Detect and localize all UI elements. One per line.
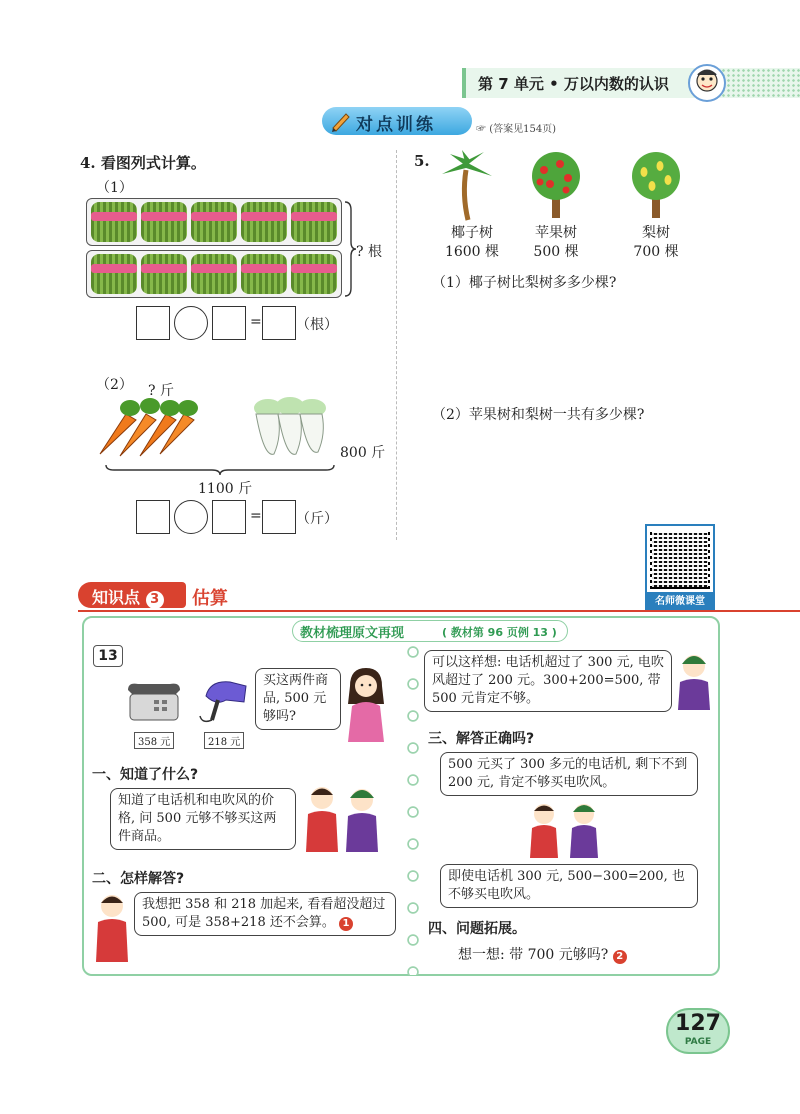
section3-bubble-1: 500 元买了 300 多元的电话机, 剩下不到 200 元, 肯定不够买电吹风。 bbox=[440, 752, 698, 796]
answer-box[interactable] bbox=[212, 306, 246, 340]
apple-tree-icon bbox=[526, 150, 586, 224]
tree-name: 梨树 bbox=[642, 225, 670, 241]
answer-note-text: (答案见154页) bbox=[489, 124, 557, 135]
equals-sign: = bbox=[250, 314, 262, 330]
asparagus-bundle-icon bbox=[241, 202, 287, 242]
magnifier-mascot-icon bbox=[688, 64, 726, 102]
answer-box[interactable] bbox=[262, 306, 296, 340]
answer-box[interactable] bbox=[212, 500, 246, 534]
asparagus-bundle-icon bbox=[191, 202, 237, 242]
asparagus-bundle-icon bbox=[191, 254, 237, 294]
section1-title: 一、知道了什么? bbox=[92, 767, 199, 783]
q5-title: 5. bbox=[414, 152, 430, 170]
dryer-price-tag: 218 元 bbox=[204, 732, 244, 749]
tree-name: 苹果树 bbox=[535, 225, 577, 241]
q4-title: 4. 看图列式计算。 bbox=[80, 154, 206, 172]
teacher-avatar bbox=[340, 664, 392, 746]
panel-heading: 教材梳理原文再现 bbox=[300, 626, 405, 641]
q4-part1-brace-label: ? 根 bbox=[356, 244, 382, 260]
knowledge-number: 3 bbox=[146, 591, 164, 609]
unit-title: 第 7 单元 • 万以内数的认识 bbox=[478, 75, 669, 93]
question-bubble: 买这两件商品, 500 元够吗? bbox=[255, 668, 341, 730]
qr-code-pattern bbox=[652, 531, 708, 587]
students-pair-avatar-2 bbox=[520, 798, 610, 862]
equals-sign: = bbox=[250, 508, 262, 524]
section2-title: 二、怎样解答? bbox=[92, 871, 185, 887]
answer-box[interactable] bbox=[262, 500, 296, 534]
q4-part2-unit: （斤） bbox=[296, 511, 338, 527]
q5-sub1: （1）椰子树比梨树多多少棵? bbox=[432, 275, 617, 291]
answer-note: ☞ (答案见154页) bbox=[476, 124, 557, 135]
pear-tree-icon bbox=[626, 150, 686, 224]
carrots-icon bbox=[96, 396, 206, 466]
q4-total-label: 1100 斤 bbox=[198, 481, 253, 497]
section1-bubble: 知道了电话机和电吹风的价格, 问 500 元够不够买这两件商品。 bbox=[110, 788, 296, 850]
section4-text: 想一想: 带 700 元够吗? bbox=[458, 947, 609, 963]
knowledge-underline bbox=[78, 610, 800, 612]
asparagus-bundle-icon bbox=[141, 254, 187, 294]
operator-circle[interactable] bbox=[174, 306, 208, 340]
section3-bubble-2: 即使电话机 300 元, 500−300=200, 也不够买电吹风。 bbox=[440, 864, 698, 908]
knowledge-pill-label: 知识点 bbox=[92, 588, 141, 607]
section4-title: 四、问题拓展。 bbox=[428, 921, 526, 937]
knowledge-title: 估算 bbox=[192, 588, 228, 609]
boy-avatar bbox=[92, 890, 132, 966]
panel-heading-sub: ( 教材第 96 页例 13 ) bbox=[442, 626, 557, 639]
right-brace-icon bbox=[343, 200, 357, 302]
section2-bubble bbox=[134, 892, 396, 936]
practice-title: 对点训练 bbox=[356, 115, 436, 135]
answer-box[interactable] bbox=[136, 500, 170, 534]
asparagus-row-1 bbox=[86, 198, 342, 246]
column-divider bbox=[396, 150, 397, 540]
section3-title: 三、解答正确吗? bbox=[428, 731, 535, 747]
marker-2: 2 bbox=[613, 950, 627, 964]
qr-label: 名师微课堂 bbox=[645, 594, 715, 610]
tree-count: 700 棵 bbox=[633, 244, 679, 260]
pencil-icon bbox=[328, 108, 354, 138]
knowledge-pill-text bbox=[92, 585, 164, 609]
page-number: 127 bbox=[675, 1011, 721, 1036]
asparagus-bundle-icon bbox=[141, 202, 187, 242]
telephone-icon bbox=[124, 676, 184, 730]
asparagus-bundle-icon bbox=[91, 202, 137, 242]
hair-dryer-icon bbox=[196, 676, 252, 732]
tree-name: 椰子树 bbox=[451, 225, 493, 241]
notebook-rings bbox=[406, 645, 420, 975]
reasoning-bubble: 可以这样想: 电话机超过了 300 元, 电吹风超过了 200 元。300+200=500, 带 500 元肯定不够。 bbox=[424, 650, 672, 712]
q5-sub2: （2）苹果树和梨树一共有多少棵? bbox=[432, 407, 645, 423]
tree-count: 500 棵 bbox=[533, 244, 579, 260]
section4-line bbox=[458, 944, 627, 964]
asparagus-bundle-icon bbox=[291, 202, 337, 242]
asparagus-bundle-icon bbox=[241, 254, 287, 294]
asparagus-row-2 bbox=[86, 250, 342, 298]
q4-part2-label: （2） bbox=[96, 377, 133, 393]
girl-avatar bbox=[672, 648, 716, 714]
students-pair-avatar bbox=[298, 780, 388, 856]
phone-price-tag: 358 元 bbox=[134, 732, 174, 749]
section2-bubble-text: 我想把 358 和 218 加起来, 看看超没超过 500, 可是 358+218 还不会算。 bbox=[142, 897, 386, 930]
q4-radish-label: 800 斤 bbox=[340, 445, 386, 461]
answer-box[interactable] bbox=[136, 306, 170, 340]
marker-1: 1 bbox=[339, 917, 353, 931]
tree-count: 1600 棵 bbox=[444, 244, 500, 260]
radishes-icon bbox=[238, 396, 338, 464]
asparagus-bundle-icon bbox=[291, 254, 337, 294]
asparagus-bundle-icon bbox=[91, 254, 137, 294]
example-number: 13 bbox=[93, 645, 123, 667]
q4-carrot-label: ? 斤 bbox=[148, 383, 174, 399]
coconut-tree-icon bbox=[440, 150, 494, 226]
q4-part1-label: （1） bbox=[96, 180, 133, 196]
q4-part1-unit: （根） bbox=[296, 317, 338, 333]
page-label: PAGE bbox=[684, 1037, 712, 1047]
operator-circle[interactable] bbox=[174, 500, 208, 534]
